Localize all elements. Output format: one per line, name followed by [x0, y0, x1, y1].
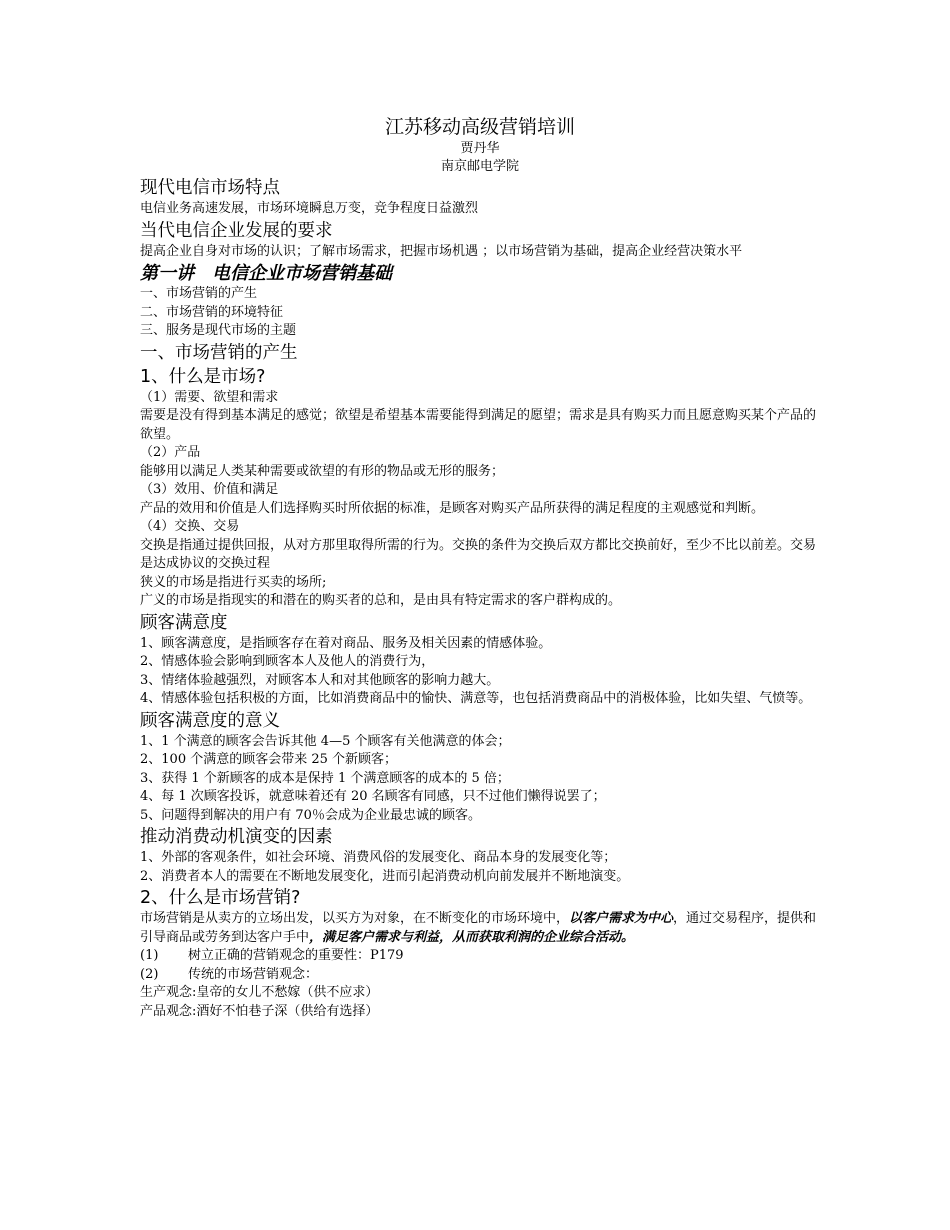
list-item: 3、情绪体验越强烈，对顾客本人和对其他顾客的影响力越大。: [140, 672, 500, 688]
text-run: 市场营销是从卖方的立场出发，以买方为对象，在不断变化的市场环境中，: [140, 911, 570, 926]
concept-line: 生产观念:皇帝的女儿不愁嫁（供不应求）: [140, 985, 379, 1000]
item-text: 传统的市场营销观念：: [188, 966, 319, 982]
item-number: (1): [140, 948, 159, 963]
list-item: 1、顾客满意度，是指顾客存在着对商品、服务及相关因素的情感体验。: [140, 635, 552, 651]
list-item: 5、问题得到解决的用户有 70％会成为企业最忠诚的顾客。: [140, 807, 481, 823]
subheading-what-is-marketing: 2、什么是市场营销?: [140, 888, 301, 908]
section-heading-enterprise-requirements: 当代电信企业发展的要求: [140, 220, 333, 241]
section-heading-marketing-origin: 一、市场营销的产生: [140, 342, 298, 363]
paragraph: 能够用以满足人类某种需要或欲望的有形的物品或无形的服务；: [140, 463, 505, 479]
item-number: (2): [140, 966, 159, 982]
emphasis-text: 以客户需求为中心: [569, 911, 674, 926]
list-item: 2、100 个满意的顾客会带来 25 个新顾客；: [140, 752, 398, 767]
paragraph: 电信业务高速发展，市场环境瞬息万变，竞争程度日益激烈: [140, 201, 479, 216]
title-block: [140, 114, 820, 176]
paragraph: 狭义的市场是指进行买卖的场所;: [140, 574, 327, 590]
paragraph: 产品的效用和价值是人们选择购买时所依据的标准，是顾客对购买产品所获得的满足程度的主观感觉和判断。: [140, 500, 765, 516]
list-item: 一、市场营销的产生: [140, 286, 258, 301]
list-item: 三、服务是现代市场的主题: [140, 323, 297, 338]
author: 贾丹华: [460, 141, 500, 156]
subheading-what-is-market: 1、什么是市场?: [140, 366, 266, 387]
paragraph: 提高企业自身对市场的认识；了解市场需求，把握市场机遇 ；以市场营销为基础，提高企业经营决策水平: [140, 243, 743, 259]
paragraph-marketing-definition: [140, 910, 820, 947]
document-title: 江苏移动高级营销培训: [384, 116, 575, 138]
list-item: 2、情感体验会影响到顾客本人及他人的消费行为，: [140, 654, 435, 669]
paragraph: 广义的市场是指现实的和潜在的购买者的总和，是由具有特定需求的客户群构成的。: [140, 593, 622, 608]
text-run: ，通过交易程序，提供和引导商品或劳务到达客户手中: [140, 911, 817, 945]
organization: 南京邮电学院: [440, 159, 519, 174]
list-item: 4、情感体验包括积极的方面，比如消费商品中的愉快、满意等，也包括消费商品中的消极体验，比如失望、气愤等。: [140, 691, 812, 706]
list-item: 2、消费者本人的需要在不断地发展变化，进而引起消费动机向前发展并不断地演变。: [140, 868, 630, 884]
numbered-item: [140, 947, 820, 966]
item-label: （3）效用、价值和满足: [140, 482, 279, 497]
item-label: （2）产品: [140, 445, 201, 460]
paragraph: 需要是没有得到基本满足的感觉；欲望是希望基本需要能得到满足的愿望；需求是具有购买力而且愿意购买某个产品的欲望。: [140, 408, 817, 442]
list-item: 1、1 个满意的顾客会告诉其他 4—5 个顾客有关他满意的体会；: [140, 733, 511, 749]
numbered-item: [140, 966, 820, 985]
section-heading-customer-satisfaction: 顾客满意度: [140, 612, 228, 633]
list-item: 二、市场营销的环境特征: [140, 304, 284, 320]
section-heading-telecom-market: 现代电信市场特点: [140, 178, 280, 198]
item-label: （4）交换、交易: [140, 519, 240, 534]
concept-line: 产品观念:酒好不怕巷子深（供给有选择）: [140, 1003, 379, 1019]
emphasis-text: ，满足客户需求与利益，从而获取利润的企业综合活动。: [309, 929, 635, 945]
document-page: [140, 114, 820, 1021]
section-heading-satisfaction-meaning: 顾客满意度的意义: [140, 710, 280, 731]
section-heading-motivation-factors: 推动消费动机演变的因素: [140, 827, 333, 847]
item-label: （1）需要、欲望和需求: [140, 389, 279, 405]
list-item: 4、每 1 次顾客投诉，就意味着还有 20 名顾客有同感，只不过他们懒得说罢了；: [140, 789, 606, 804]
list-item: 3、获得 1 个新顾客的成本是保持 1 个满意顾客的成本的 5 倍；: [140, 770, 510, 786]
item-text: 树立正确的营销观念的重要性：P179: [188, 948, 404, 963]
paragraph: 交换是指通过提供回报，从对方那里取得所需的行为。交换的条件为交换后双方都比交换前好，至少不比以前差。交易是达成协议的交换过程: [140, 537, 817, 571]
list-item: 1、外部的客观条件，如社会环境、消费风俗的发展变化、商品本身的发展变化等；: [140, 850, 617, 865]
lecture-heading: 第一讲 电信企业市场营销基础: [140, 263, 392, 284]
